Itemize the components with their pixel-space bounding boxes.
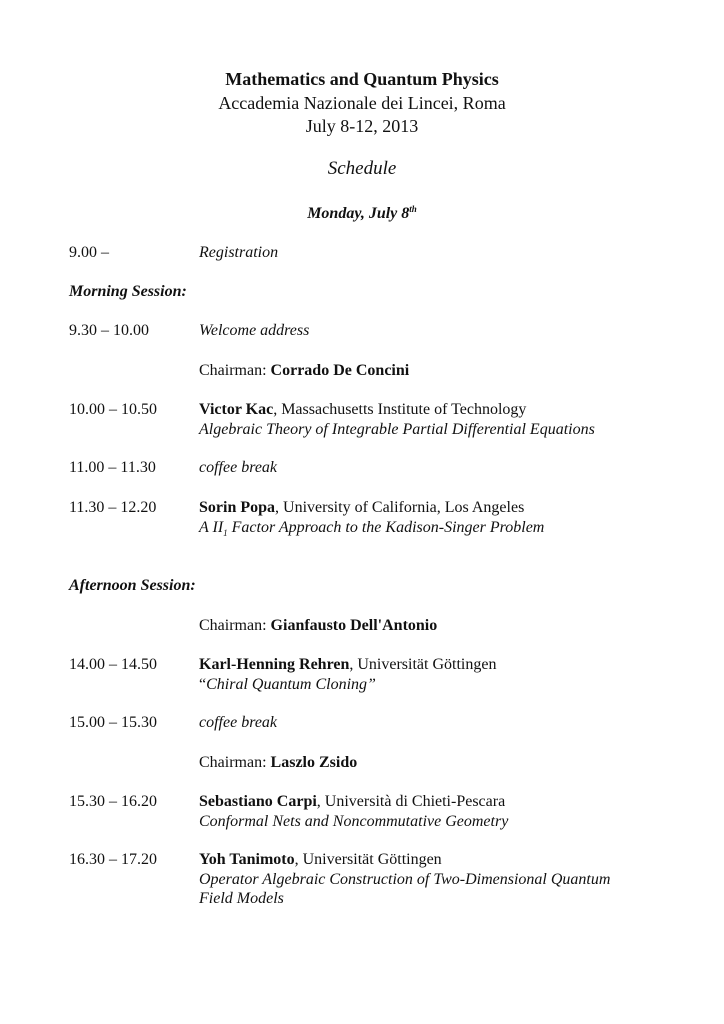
chairman-name: Laszlo Zsido — [270, 754, 358, 771]
talk-speaker-line — [199, 792, 505, 811]
speaker-name: Victor Kac — [199, 401, 274, 418]
talk-time: 11.30 – 12.20 — [69, 499, 157, 516]
registration-time: 9.00 – — [69, 244, 109, 261]
speaker-affiliation: , Università di Chieti-Pescara — [316, 793, 506, 810]
speaker-affiliation: , Universität Göttingen — [349, 656, 497, 673]
talk-title — [199, 675, 376, 694]
talk-title-line-2: Field Models — [199, 890, 284, 907]
day-heading — [0, 203, 724, 225]
coffee-time: 11.00 – 11.30 — [69, 459, 156, 476]
talk-time: 14.00 – 14.50 — [69, 656, 157, 673]
coffee-label: coffee break — [199, 714, 278, 731]
speaker-affiliation: , Universität Göttingen — [294, 851, 442, 868]
talk-title: Conformal Nets and Noncommutative Geometry — [199, 813, 509, 830]
speaker-name: Yoh Tanimoto — [199, 851, 295, 868]
chairman-prefix: Chairman: — [199, 617, 267, 634]
talk-speaker-line — [199, 850, 442, 869]
day-superscript: th — [409, 204, 417, 214]
afternoon-chairman — [199, 753, 357, 772]
conference-dates: July 8-12, 2013 — [305, 116, 419, 136]
conference-venue: Accademia Nazionale dei Lincei, Roma — [218, 93, 506, 113]
title-subscript: 1 — [223, 528, 228, 539]
talk-speaker-line — [199, 655, 496, 674]
speaker-affiliation: , University of California, Los Angeles — [275, 499, 525, 516]
talk-title-line-1: Operator Algebraic Construction of Two-Dimensional Quantum — [199, 871, 611, 888]
speaker-name: Sebastiano Carpi — [199, 793, 317, 810]
registration-label: Registration — [199, 244, 279, 261]
talk-speaker-line — [199, 498, 524, 517]
coffee-time: 15.00 – 15.30 — [69, 714, 157, 731]
title-post: Factor Approach to the Kadison-Singer Problem — [227, 519, 545, 536]
schedule-heading: Schedule — [327, 158, 397, 179]
morning-session-heading: Morning Session: — [69, 283, 187, 300]
open-quote: “ — [199, 676, 207, 693]
day-label: Monday, July 8 — [307, 205, 410, 222]
coffee-label: coffee break — [199, 459, 278, 476]
afternoon-chairman — [199, 616, 437, 635]
speaker-name: Karl-Henning Rehren — [199, 656, 350, 673]
talk-title: Algebraic Theory of Integrable Partial Differential Equations — [199, 421, 595, 438]
morning-chairman — [199, 361, 409, 380]
afternoon-session-heading: Afternoon Session: — [69, 577, 196, 594]
talk-speaker-line — [199, 400, 526, 419]
chairman-name: Corrado De Concini — [270, 362, 410, 379]
talk-time: 15.30 – 16.20 — [69, 793, 157, 810]
talk-time: 10.00 – 10.50 — [69, 401, 157, 418]
welcome-label: Welcome address — [199, 322, 310, 339]
conference-title: Mathematics and Quantum Physics — [225, 69, 499, 89]
chairman-name: Gianfausto Dell'Antonio — [270, 617, 438, 634]
welcome-time: 9.30 – 10.00 — [69, 322, 149, 339]
talk-time: 16.30 – 17.20 — [69, 851, 157, 868]
title-text: Chiral Quantum Cloning” — [206, 676, 376, 693]
talk-title — [199, 518, 544, 537]
speaker-name: Sorin Popa — [199, 499, 276, 516]
chairman-prefix: Chairman: — [199, 754, 267, 771]
speaker-affiliation: , Massachusetts Institute of Technology — [273, 401, 527, 418]
title-pre: A II — [199, 519, 224, 536]
chairman-prefix: Chairman: — [199, 362, 267, 379]
